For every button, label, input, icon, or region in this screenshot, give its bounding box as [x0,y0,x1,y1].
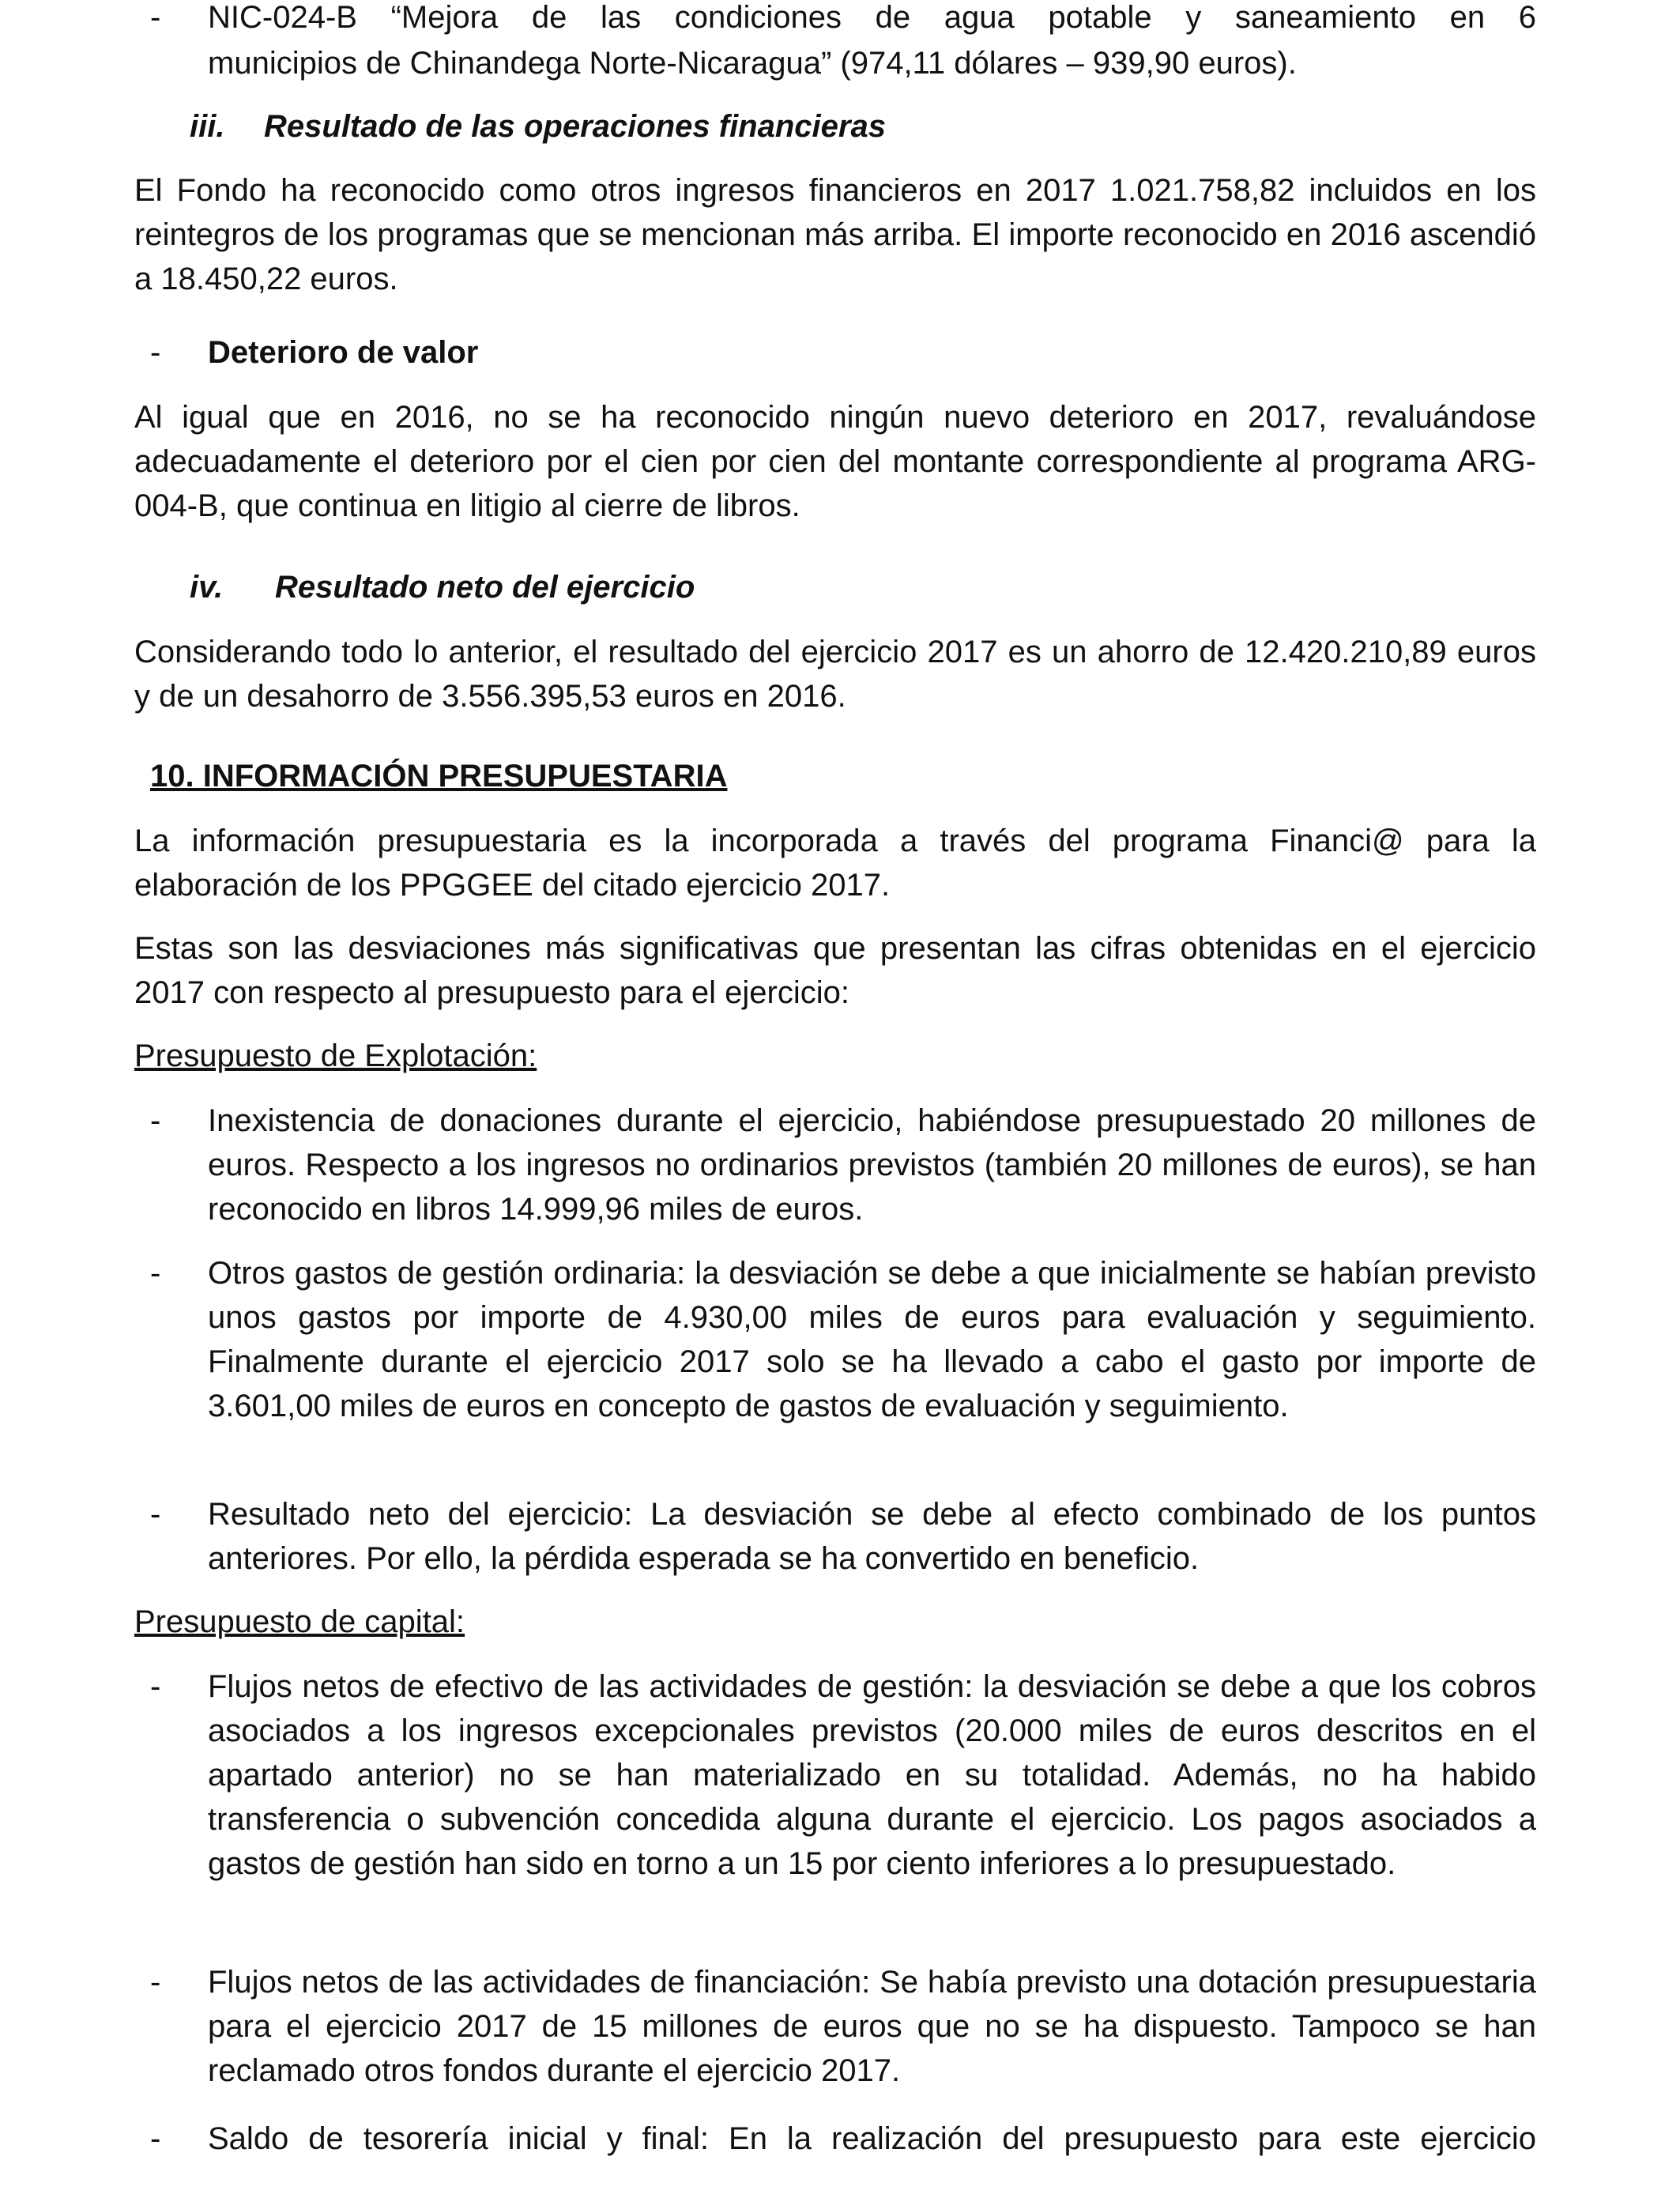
subsection-title: Resultado neto del ejercicio [275,570,695,605]
list-item-text: Otros gastos de gestión ordinaria: la desviación se debe a que inicialmente se habían previsto unos gastos por importe de 4.930,00 miles de euros para evaluación y seguimiento. Finalmente durante el ejercicio 2017 solo se ha llevado a cabo el gasto por importe de 3.601,00 miles de euros en concepto de gastos de evaluación y seguimiento. [208,1256,1536,1423]
list-dash: - [150,1103,161,1138]
list-dash: - [150,335,161,370]
list-dash: - [150,2121,161,2156]
budget-heading-explotacion: Presupuesto de Explotación: [134,1039,537,1073]
list-item-text: NIC-024-B “Mejora de las condiciones de agua potable y saneamiento en 6 [208,0,1536,35]
paragraph: Estas son las desviaciones más significativas que presentan las cifras obtenidas en el ejercicio 2017 con respecto al presupuesto para el ejercicio: [134,931,1536,1010]
paragraph: Al igual que en 2016, no se ha reconocido ningún nuevo deterioro en 2017, revaluándose adecuadamente el deterioro por el cien por cien del montante correspondiente al programa ARG-004-B, que continua en litigio al cierre de libros. [134,400,1536,523]
section-heading: 10. INFORMACIÓN PRESUPUESTARIA [150,759,728,794]
list-item-text: Inexistencia de donaciones durante el ejercicio, habiéndose presupuestado 20 millones de euros. Respecto a los ingresos no ordinarios previstos (también 20 millones de euros), se han reconocido en libros 14.999,96 miles de euros. [208,1103,1536,1227]
list-dash: - [150,1669,161,1704]
subsection-numeral: iii. [190,109,225,144]
list-item-text: Saldo de tesorería inicial y final: En la realización del presupuesto para este ejercicio [208,2121,1536,2156]
subsection-title: Resultado de las operaciones financieras [264,109,886,144]
subsection-title: Deterioro de valor [208,335,479,370]
list-item-text: municipios de Chinandega Norte-Nicaragua” (974,11 dólares – 939,90 euros). [208,46,1297,81]
list-item-text: Flujos netos de efectivo de las actividades de gestión: la desviación se debe a que los cobros asociados a los ingresos excepcionales previstos (20.000 miles de euros descritos en el apartado anterior) no se han materializado en su totalidad. Además, no ha habido transferencia o subvención concedida alguna durante el ejercicio. Los pagos asociados a gastos de gestión han sido en torno a un 15 por ciento inferiores a lo presupuestado. [208,1669,1536,1881]
list-dash: - [150,1965,161,2000]
list-item-text: Resultado neto del ejercicio: La desviación se debe al efecto combinado de los puntos anteriores. Por ello, la pérdida esperada se ha convertido en beneficio. [208,1497,1536,1576]
paragraph: La información presupuestaria es la incorporada a través del programa Financi@ para la elaboración de los PPGGEE del citado ejercicio 2017. [134,824,1536,903]
paragraph: Considerando todo lo anterior, el resultado del ejercicio 2017 es un ahorro de 12.420.210,89 euros y de un desahorro de 3.556.395,53 euros en 2016. [134,635,1536,714]
list-dash: - [150,1497,161,1532]
subsection-numeral: iv. [190,570,224,605]
list-dash: - [150,0,161,35]
paragraph: El Fondo ha reconocido como otros ingresos financieros en 2017 1.021.758,82 incluidos en los reintegros de los programas que se mencionan más arriba. El importe reconocido en 2016 ascendió a 18.450,22 euros. [134,173,1536,296]
budget-heading-capital: Presupuesto de capital: [134,1604,465,1639]
list-dash: - [150,1256,161,1291]
list-item-text: Flujos netos de las actividades de financiación: Se había previsto una dotación presupuestaria para el ejercicio 2017 de 15 millones de euros que no se ha dispuesto. Tampoco se han reclamado otros fondos durante el ejercicio 2017. [208,1965,1536,2088]
